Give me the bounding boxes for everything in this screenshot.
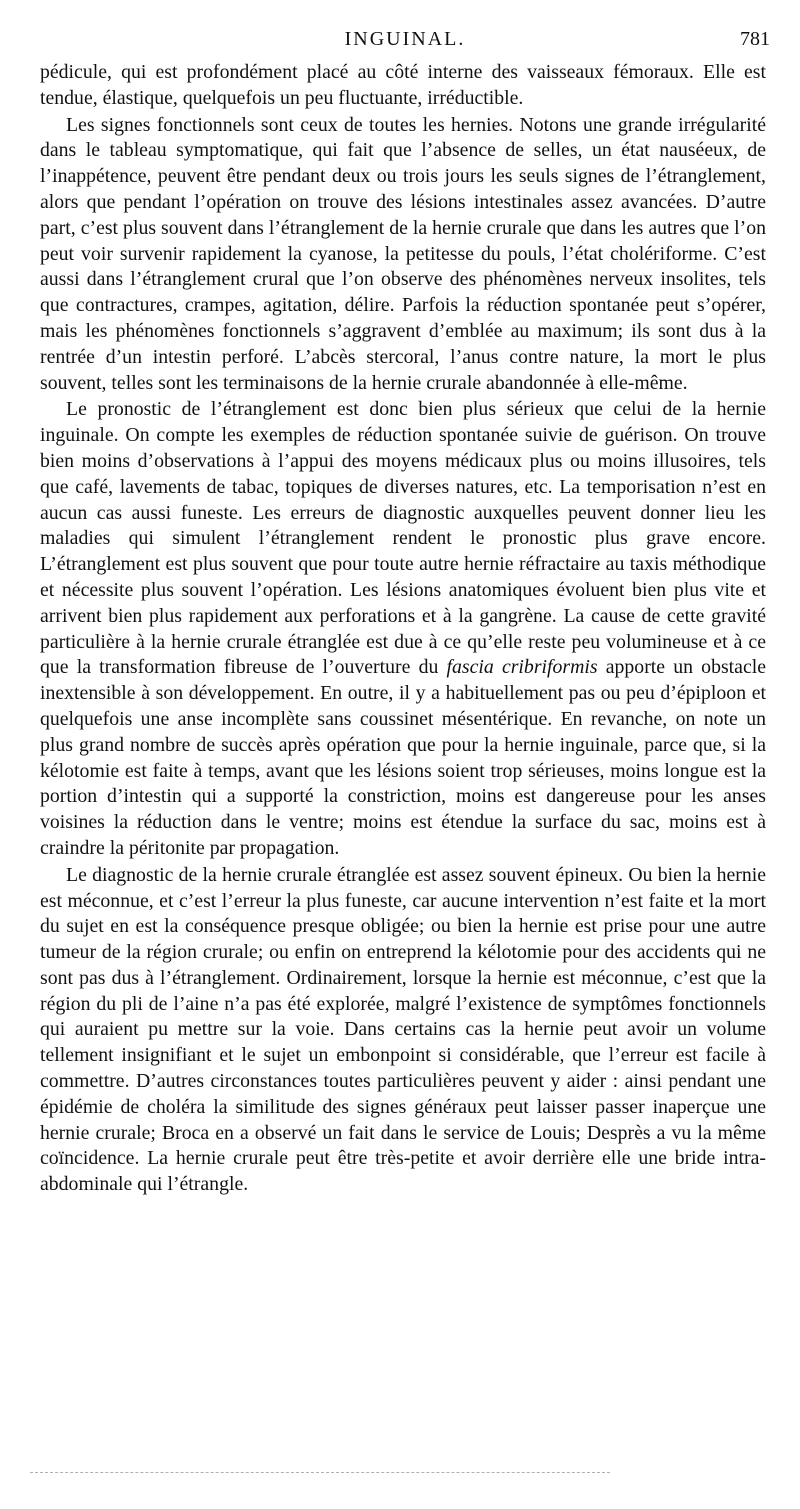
running-title: INGUINAL. [344, 28, 466, 50]
prognosis-text-before: Le pronostic de l’étranglement est donc bien plus sérieux que celui de la hernie inguinale. On compte les exemples de réduction spontanée suivie de guérison. On trouve bien moins d’observations à l’appui des moyens médicaux plus ou moins illusoires, tels que café, lavements de tabac, topiques de diverses natures, etc. La temporisation n’est en aucun cas aussi funeste. Les erreurs de diagnostic auxquelles peuvent donner lieu les maladies qui simulent l’étranglement rendent le pronostic plus grave encore. L’étranglement est plus souvent que pour toute autre hernie réfractaire au taxis méthodique et nécessite plus souvent l’opération. Les lésions anatomiques évoluent bien plus vite et arrivent bien plus rapidement aux perforations et à la gangrène. La cause de cette gravité particulière à la hernie crurale étranglée est due à ce qu’elle reste peu volumineuse et à ce que la transformation fibreuse de l’ouverture du [40, 398, 766, 679]
fascia-cribriformis-term: fascia cribriformis [446, 656, 598, 679]
prognosis-text-after: apporte un obstacle inextensible à son développement. En outre, il y a habituellement pas ou peu d’épiploon et quelquefois une anse incomplète sans coussinet mésentérique. En revanche, on note un plus grand nombre de succès après opération que pour la hernie inguinale, parce que, si la kélotomie est faite à temps, avant que les lésions soient trop sérieuses, moins longue est la portion d’intestin qui a supporté la constriction, moins est dangereuse pour les anses voisines la réduction dans le ventre; moins est étendue la surface du sac, moins est à craindre la péritonite par propagation. [40, 656, 766, 859]
footer-rule [30, 1472, 610, 1473]
paragraph-continuation: pédicule, qui est profondément placé au côté interne des vaisseaux fémoraux. Elle est tendue, élastique, quelquefois un peu fluctuante, irréductible. [40, 61, 766, 109]
body-text [40, 60, 766, 1198]
paragraph-functional-signs: Les signes fonctionnels sont ceux de toutes les hernies. Notons une grande irrégularité dans le tableau symptomatique, qui fait que l’absence de selles, un état nauséeux, de l’inappétence, peuvent être pendant deux ou trois jours les seuls signes de l’étranglement, alors que pendant l’opération on trouve des lésions intestinales assez avancées. D’autre part, c’est plus souvent dans l’étranglement de la hernie crurale que dans les autres que l’on peut voir survenir rapidement la cyanose, la petitesse du pouls, l’état cholériforme. C’est aussi dans l’étranglement crural que l’on observe des phénomènes nerveux insolites, tels que contractures, crampes, agitation, délire. Parfois la réduction spontanée peut s’opérer, mais les phénomènes fonctionnels s’aggravent d’emblée au maximum; ils sont dus à la rentrée d’un intestin perforé. L’abcès stercoral, l’anus contre nature, la mort le plus souvent, telles sont les terminaisons de la hernie crurale abandonnée à elle-même. [40, 113, 766, 394]
page-number: 781 [740, 28, 770, 50]
paragraph-diagnosis: Le diagnostic de la hernie crurale étranglée est assez souvent épineux. Ou bien la hernie est méconnue, et c’est l’erreur la plus funeste, car aucune intervention n’est faite et la mort du sujet en est la conséquence presque obligée; ou bien la hernie est prise pour une autre tumeur de la région crurale; ou enfin on entreprend la kélotomie pour des accidents qui ne sont pas dus à l’étranglement. Ordinairement, lorsque la hernie est méconnue, c’est que la région du pli de l’aine n’a pas été explorée, malgré l’existence de symptômes fonctionnels qui auraient pu mettre sur la voie. Dans certains cas la hernie peut avoir un volume tellement insignifiant et le sujet un embonpoint si considérable, que l’erreur est facile à commettre. D’autres circonstances toutes particulières peuvent y aider : ainsi pendant une épidémie de choléra la similitude des signes généraux peut laisser passer inaperçue une hernie crurale; Broca en a observé un fait dans le service de Louis; Desprès a vu la même coïncidence. La hernie crurale peut être très-petite et avoir derrière elle une bride intra-abdominale qui l’étrangle. [40, 863, 766, 1196]
running-head [40, 28, 770, 56]
paragraph-prognosis [40, 397, 766, 861]
